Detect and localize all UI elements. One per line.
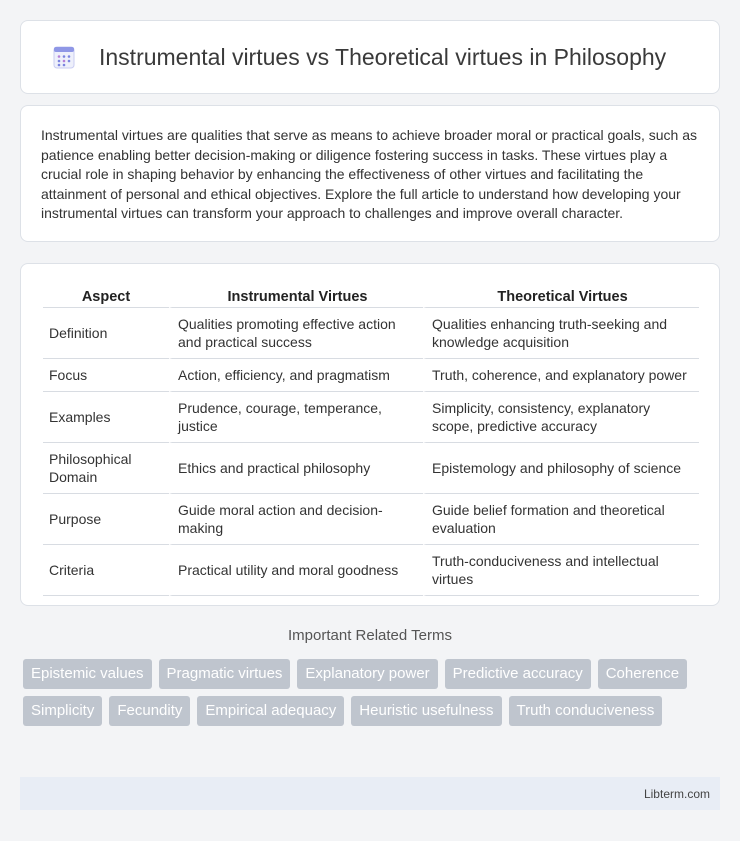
table-row [43,545,699,596]
table-cell-aspect: Purpose [43,494,169,545]
table-cell-aspect: Examples [43,392,169,443]
table-cell-instrumental: Prudence, courage, temperance, justice [169,392,423,443]
page-title: Instrumental virtues vs Theoretical virtues in Philosophy [99,43,667,70]
table-cell-aspect: Criteria [43,545,169,596]
intro-card [20,105,720,242]
table-cell-theoretical: Qualities enhancing truth-seeking and knowledge acquisition [423,308,699,359]
related-term-tag[interactable]: Pragmatic virtues [159,659,291,689]
column-header-instrumental: Instrumental Virtues [169,286,423,308]
column-header-theoretical: Theoretical Virtues [423,286,699,308]
comparison-table-card [20,263,720,606]
table-cell-instrumental: Action, efficiency, and pragmatism [169,359,423,392]
footer-site-link[interactable]: Libterm.com [643,786,710,801]
table-cell-aspect: Philosophical Domain [43,443,169,494]
related-term-tag[interactable]: Empirical adequacy [197,696,344,726]
related-term-tag[interactable]: Simplicity [23,696,102,726]
table-header-row [43,286,699,308]
table-cell-theoretical: Epistemology and philosophy of science [423,443,699,494]
related-term-tag[interactable]: Predictive accuracy [445,659,591,689]
related-term-tag[interactable]: Epistemic values [23,659,152,689]
intro-paragraph: Instrumental virtues are qualities that serve as means to achieve broader moral or practical goals, such as patience enabling better decision-making or diligence fostering success in tasks. These virtues play a crucial role in shaping behavior by enhancing the effectiveness of other virtues and facilitating the attainment of personal and ethical objectives. Explore the full article to understand how developing your instrumental virtues can transform your approach to challenges and improve overall character. [41,127,697,221]
comparison-table [43,286,699,596]
table-cell-theoretical: Guide belief formation and theoretical evaluation [423,494,699,545]
table-cell-theoretical: Simplicity, consistency, explanatory scope, predictive accuracy [423,392,699,443]
table-cell-theoretical: Truth-conduciveness and intellectual virtues [423,545,699,596]
table-row [43,443,699,494]
table-cell-theoretical: Truth, coherence, and explanatory power [423,359,699,392]
related-term-tag[interactable]: Fecundity [109,696,190,726]
table-cell-instrumental: Practical utility and moral goodness [169,545,423,596]
related-terms-title: Important Related Terms [288,627,452,644]
table-row [43,392,699,443]
table-cell-instrumental: Qualities promoting effective action and practical success [169,308,423,359]
table-cell-aspect: Focus [43,359,169,392]
table-cell-aspect: Definition [43,308,169,359]
document-icon [51,44,77,70]
related-terms-tags [23,659,723,726]
footer [20,777,720,810]
related-term-tag[interactable]: Explanatory power [297,659,437,689]
related-term-tag[interactable]: Coherence [598,659,687,689]
table-row [43,308,699,359]
related-term-tag[interactable]: Heuristic usefulness [351,696,501,726]
table-cell-instrumental: Ethics and practical philosophy [169,443,423,494]
table-row [43,494,699,545]
table-row [43,359,699,392]
header-card [20,20,720,94]
table-cell-instrumental: Guide moral action and decision-making [169,494,423,545]
related-term-tag[interactable]: Truth conduciveness [509,696,663,726]
column-header-aspect: Aspect [43,286,169,308]
